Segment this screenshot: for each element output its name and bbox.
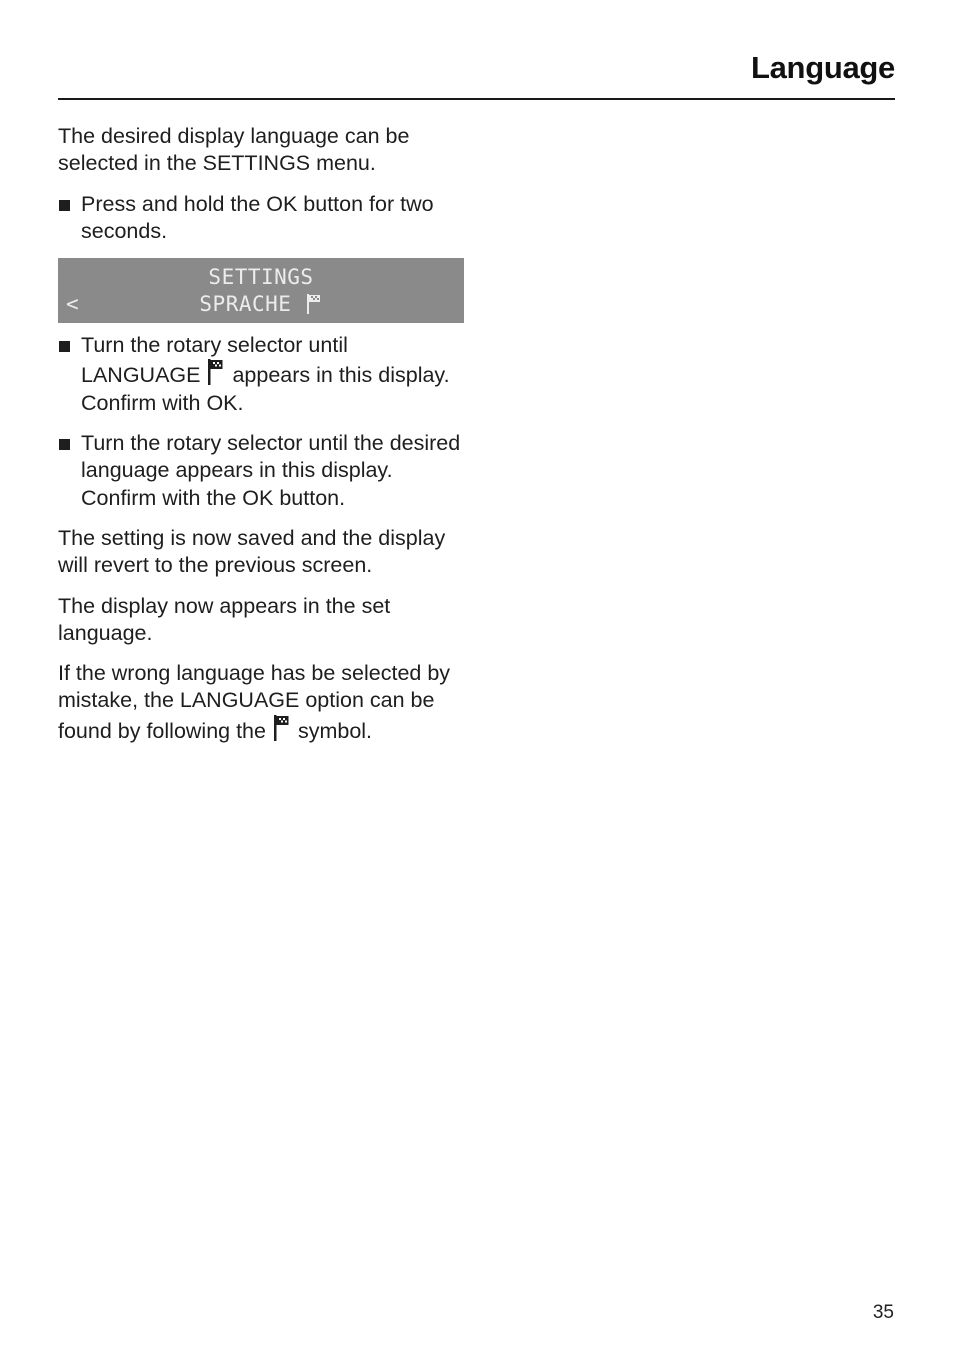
step-select-language-option [58,332,468,417]
language-flag-icon [208,359,224,385]
display-line-settings: SETTINGS [208,265,314,290]
page-number: 35 [872,1302,894,1323]
bullet-square-icon [59,341,70,352]
intro-paragraph: The desired display language can be selected in the SETTINGS menu. [58,124,410,176]
language-flag-icon [274,715,290,741]
saved-paragraph: The setting is now saved and the display will revert to the previous screen. [58,525,446,578]
step-text: Turn the rotary selector until the desired language appears in this display. Confirm with the OK button. [81,431,461,510]
step-press-ok [58,191,468,246]
bullet-square-icon [59,439,70,450]
step-choose-language [58,430,468,512]
display-line-sprache [58,291,464,318]
page-title: Language [750,50,895,85]
title-divider [58,98,895,100]
step-text: Press and hold the OK button for two seconds. [81,191,434,243]
wrong-language-paragraph [58,660,468,745]
display-language-paragraph: The display now appears in the set language. [58,593,391,645]
paragraph-text-before-icon: If the wrong language has be selected by mistake, the LANGUAGE option can be found by following the [58,661,451,743]
bullet-square-icon [59,200,70,211]
display-sprache-text: SPRACHE [199,292,292,317]
display-screen [58,258,464,323]
content-column [58,123,468,758]
step-text-after-icon: appears in this display. Confirm with OK. [81,363,450,415]
back-arrow-icon: < [66,292,80,317]
paragraph-text-after-icon: symbol. [297,718,373,743]
language-flag-icon [307,294,321,314]
step-text-before-icon: Turn the rotary selector until LANGUAGE [81,333,348,388]
